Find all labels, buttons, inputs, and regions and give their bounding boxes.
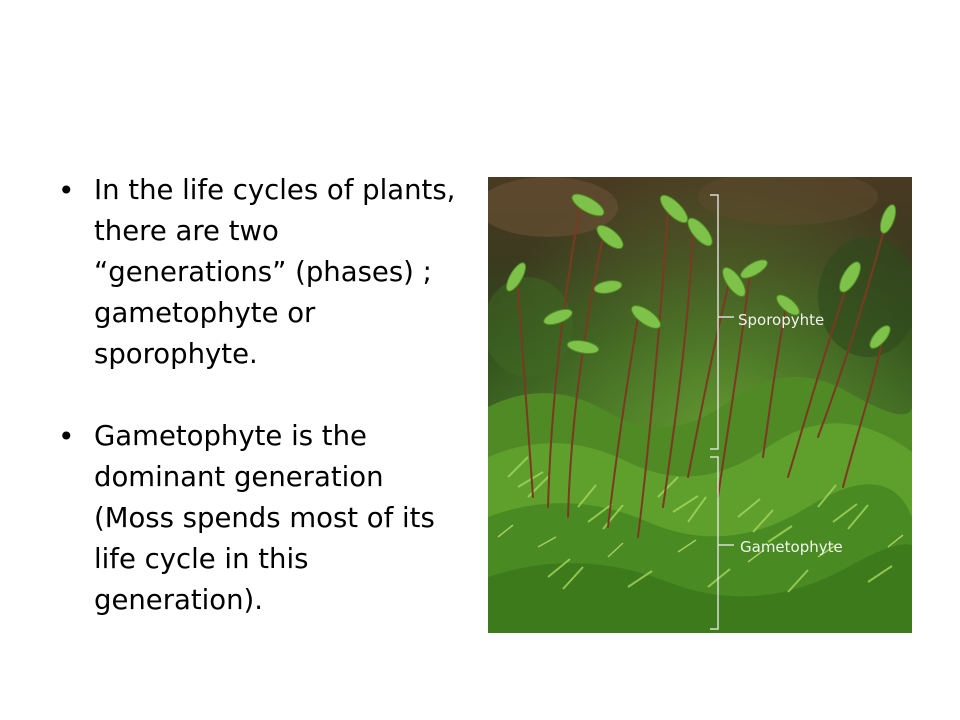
bullet-list xyxy=(58,170,468,662)
bullet-dot-icon: • xyxy=(58,174,75,207)
bullet-dot-icon: • xyxy=(58,420,75,453)
bullet-item xyxy=(58,170,468,375)
gametophyte-label: Gametophyte xyxy=(740,538,843,556)
moss-photo xyxy=(488,177,912,633)
bullet-text: In the life cycles of plants, there are two “generations” (phases) ; gametophyte or sporophyte. xyxy=(94,174,456,370)
bullet-text: Gametophyte is the dominant generation (Moss spends most of its life cycle in this generation). xyxy=(94,420,435,616)
bullet-item xyxy=(58,416,468,621)
sporophyte-label: Sporopyhte xyxy=(738,311,825,329)
